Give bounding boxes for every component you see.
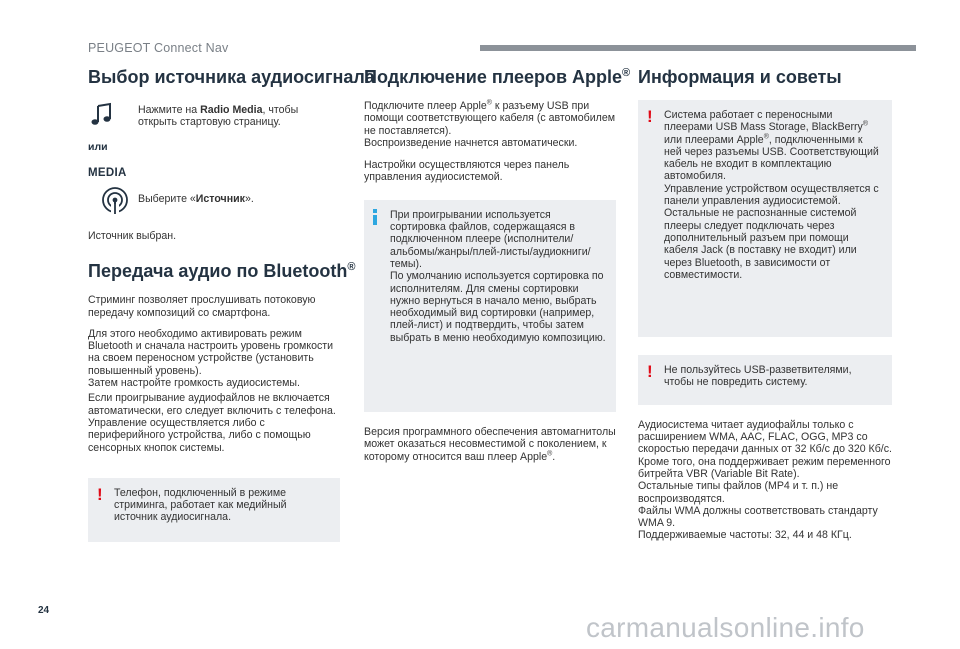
warning-box-devices [638, 100, 892, 337]
section-title-audio-source: Выбор источника аудиосигнала [88, 67, 375, 87]
page-number: 24 [38, 605, 50, 616]
source-chosen-text: Источник выбран. [88, 230, 177, 242]
warning-usb-hub-text: Не пользуйтесь USB-разветвителями, чтобы не повредить систему. [664, 364, 852, 389]
warning-box-streaming [88, 478, 340, 542]
info-box-paragraph-1: При проигрывании используется сортировка файлов, содержащаяся в подключенном плеере (исполнители/альбомы/жанры/плей-листы/аудиокниги/темы). [390, 208, 591, 270]
info-icon [373, 209, 377, 228]
info-box-sorting [364, 200, 616, 412]
section-title-apple: Подключение плееров Apple® [364, 67, 631, 87]
step-select-source-text: Выберите «Источник». [138, 193, 254, 205]
watermark: carmanualsonline.info [586, 612, 865, 643]
section-title-info: Информация и советы [638, 67, 842, 87]
column-apple-players [364, 66, 631, 472]
warning-devices-paragraph-1: Система работает с переносными плеерами USB Mass Storage, BlackBerry® или плеерами Apple®, подключенными к ней через разъемы USB. Соответствующий кабель не входит в комплектацию автомобиля. [664, 109, 879, 183]
formats-paragraph-2: Кроме того, она поддерживает режим переменного битрейта VBR (Variable Bit Rate). [638, 455, 891, 480]
warning-icon: ! [647, 362, 653, 382]
bluetooth-paragraph-1: Стриминг позволяет прослушивать потоковую передачу композиций со смартфона. [88, 294, 316, 319]
bluetooth-paragraph-4: Если проигрывание аудиофайлов не включается автоматически, его следует включить с телефона. Управление осуществляется либо с периферийного устройства, либо с помощью сенсорных кнопок системы. [88, 392, 336, 454]
step-open-media-text: Нажмите на Radio Media, чтобы открыть стартовую страницу. [138, 104, 299, 129]
warning-box-usb-hub [638, 355, 892, 405]
source-antenna-icon [100, 185, 130, 215]
media-button-icons [88, 100, 138, 179]
formats-paragraph-3: Остальные типы файлов (MP4 и т. п.) не воспроизводятся. [638, 480, 839, 505]
formats-paragraph-4: Файлы WMA должны соответствовать стандарту WMA 9. [638, 504, 878, 530]
step-open-media [88, 100, 340, 179]
apple-paragraph-2: Воспроизведение начнется автоматически. [364, 136, 578, 149]
column-info-tips [638, 66, 892, 551]
info-bar-icon [373, 209, 377, 225]
bluetooth-paragraph-2: Для этого необходимо активировать режим Bluetooth и сначала настроить уровень громкости на своем переносном устройстве (установить повышенный уровень). [88, 327, 334, 377]
music-note-icon [89, 102, 115, 128]
formats-paragraph-1: Аудиосистема читает аудиофайлы только с расширением WMA, AAC, FLAC, OGG, MP3 со скоростью передачи данных от 32 Кб/с до 320 Кб/с. [638, 418, 892, 456]
formats-paragraph-5: Поддерживаемые частоты: 32, 44 и 48 КГц. [638, 529, 852, 542]
apple-paragraph-4: Версия программного обеспечения автомагнитолы может оказаться несовместимой с поколением, к которому относится ваш плеер Apple®. [364, 426, 616, 463]
column-audio-source [88, 66, 375, 554]
running-header-title: PEUGEOT Connect Nav [88, 41, 229, 55]
warning-devices-paragraph-2: Управление устройством осуществляется с панели управления аудиосистемой. [664, 182, 879, 208]
section-title-bluetooth: Передача аудио по Bluetooth® [88, 261, 356, 282]
info-box-paragraph-2: По умолчанию используется сортировка по исполнителям. Для смены сортировки нужно вернуться в начало меню, выбрать необходимый вид сортировки (например, плей-лист) и подтвердить, чтобы затем выбрать в меню необходимую композицию. [390, 270, 606, 344]
apple-paragraph-3: Настройки осуществляются через панель управления аудиосистемой. [364, 159, 570, 184]
warning-icon: ! [97, 484, 103, 504]
warning-devices-paragraph-3: Остальные не распознанные системой плееры следует подключать через дополнительный разъем при помощи кабеля Jack (в поставку не входит) или через Bluetooth, в зависимости от совместимости. [664, 207, 857, 281]
apple-paragraph-1: Подключите плеер Apple® к разъему USB при помощи соответствующего кабеля (с автомобилем не поставляется). [364, 99, 616, 137]
or-label: или [88, 141, 108, 153]
step-select-source [88, 185, 340, 220]
header-rule [480, 45, 916, 51]
warning-box-streaming-text: Телефон, подключенный в режиме стриминга, работает как медийный источник аудиосигнала. [114, 486, 287, 524]
bluetooth-paragraph-3: Затем настройте громкость аудиосистемы. [88, 377, 300, 390]
warning-icon: ! [647, 107, 653, 126]
media-label: MEDIA [88, 167, 127, 179]
